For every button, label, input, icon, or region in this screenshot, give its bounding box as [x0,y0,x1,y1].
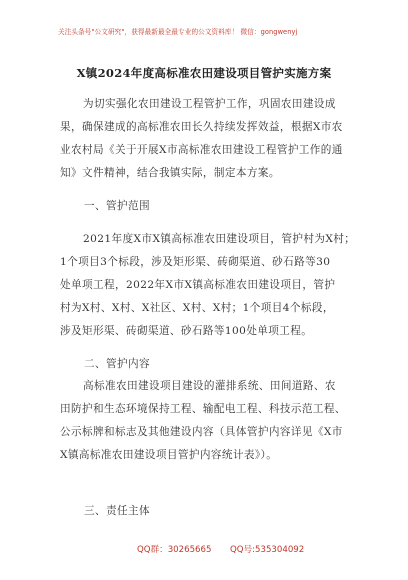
scope-line: 涉及矩形渠、砖砌渠道、砂石路等100处单项工程。 [60,325,313,337]
section-heading-content: 二、管护内容 [84,358,150,370]
content-line: 公示标牌和标志及其他建设内容（具体管护内容详见《X市 [60,426,343,438]
content-paragraph [60,375,356,467]
scope-line: 村为X村、X村、X社区、X村、X村；1个项目4个标段， [60,302,334,314]
scope-line: 2021年度X市X镇高标准农田建设项目，管护村为X村； [83,233,356,245]
section-heading-scope: 一、管护范围 [84,200,150,212]
scope-paragraph [60,228,356,343]
content-line: 田防护和生态环境保持工程、输配电工程、科技示范工程、 [60,403,346,415]
top-banner: 关注头条号"公文研究"，获得最新最全最专业的公文资料库！ 微信：gongwenyj [58,28,298,36]
document-title: X镇2024年度高标准农田建设项目管护实施方案 [76,66,332,80]
scope-line: 1个项目3个标段，涉及矩形渠、砖砌渠道、砂石路等30 [60,256,331,268]
intro-paragraph [60,93,356,185]
section-heading-responsibility: 三、责任主体 [84,505,150,517]
footer-qq: QQ号:535304092 [230,545,305,555]
intro-line: 为切实强化农田建设工程管护工作，巩固农田建设成 [83,98,336,110]
intro-line: 果，确保建成的高标准农田长久持续发挥效益，根据X市农 [60,121,343,133]
intro-line: 知》文件精神，结合我镇实际，制定本方案。 [60,167,280,179]
content-line: 高标准农田建设项目建设的灌排系统、田间道路、农 [83,380,336,392]
footer-qq-group: QQ群：30265665 [137,545,212,555]
content-line: X镇高标准农田建设项目管护内容统计表》）。 [60,449,278,461]
intro-line: 业农村局《关于开展X市高标准农田建设工程管护工作的通 [60,144,343,156]
scope-line: 处单项工程，2022年X市X镇高标准农田建设项目，管护 [60,279,336,291]
